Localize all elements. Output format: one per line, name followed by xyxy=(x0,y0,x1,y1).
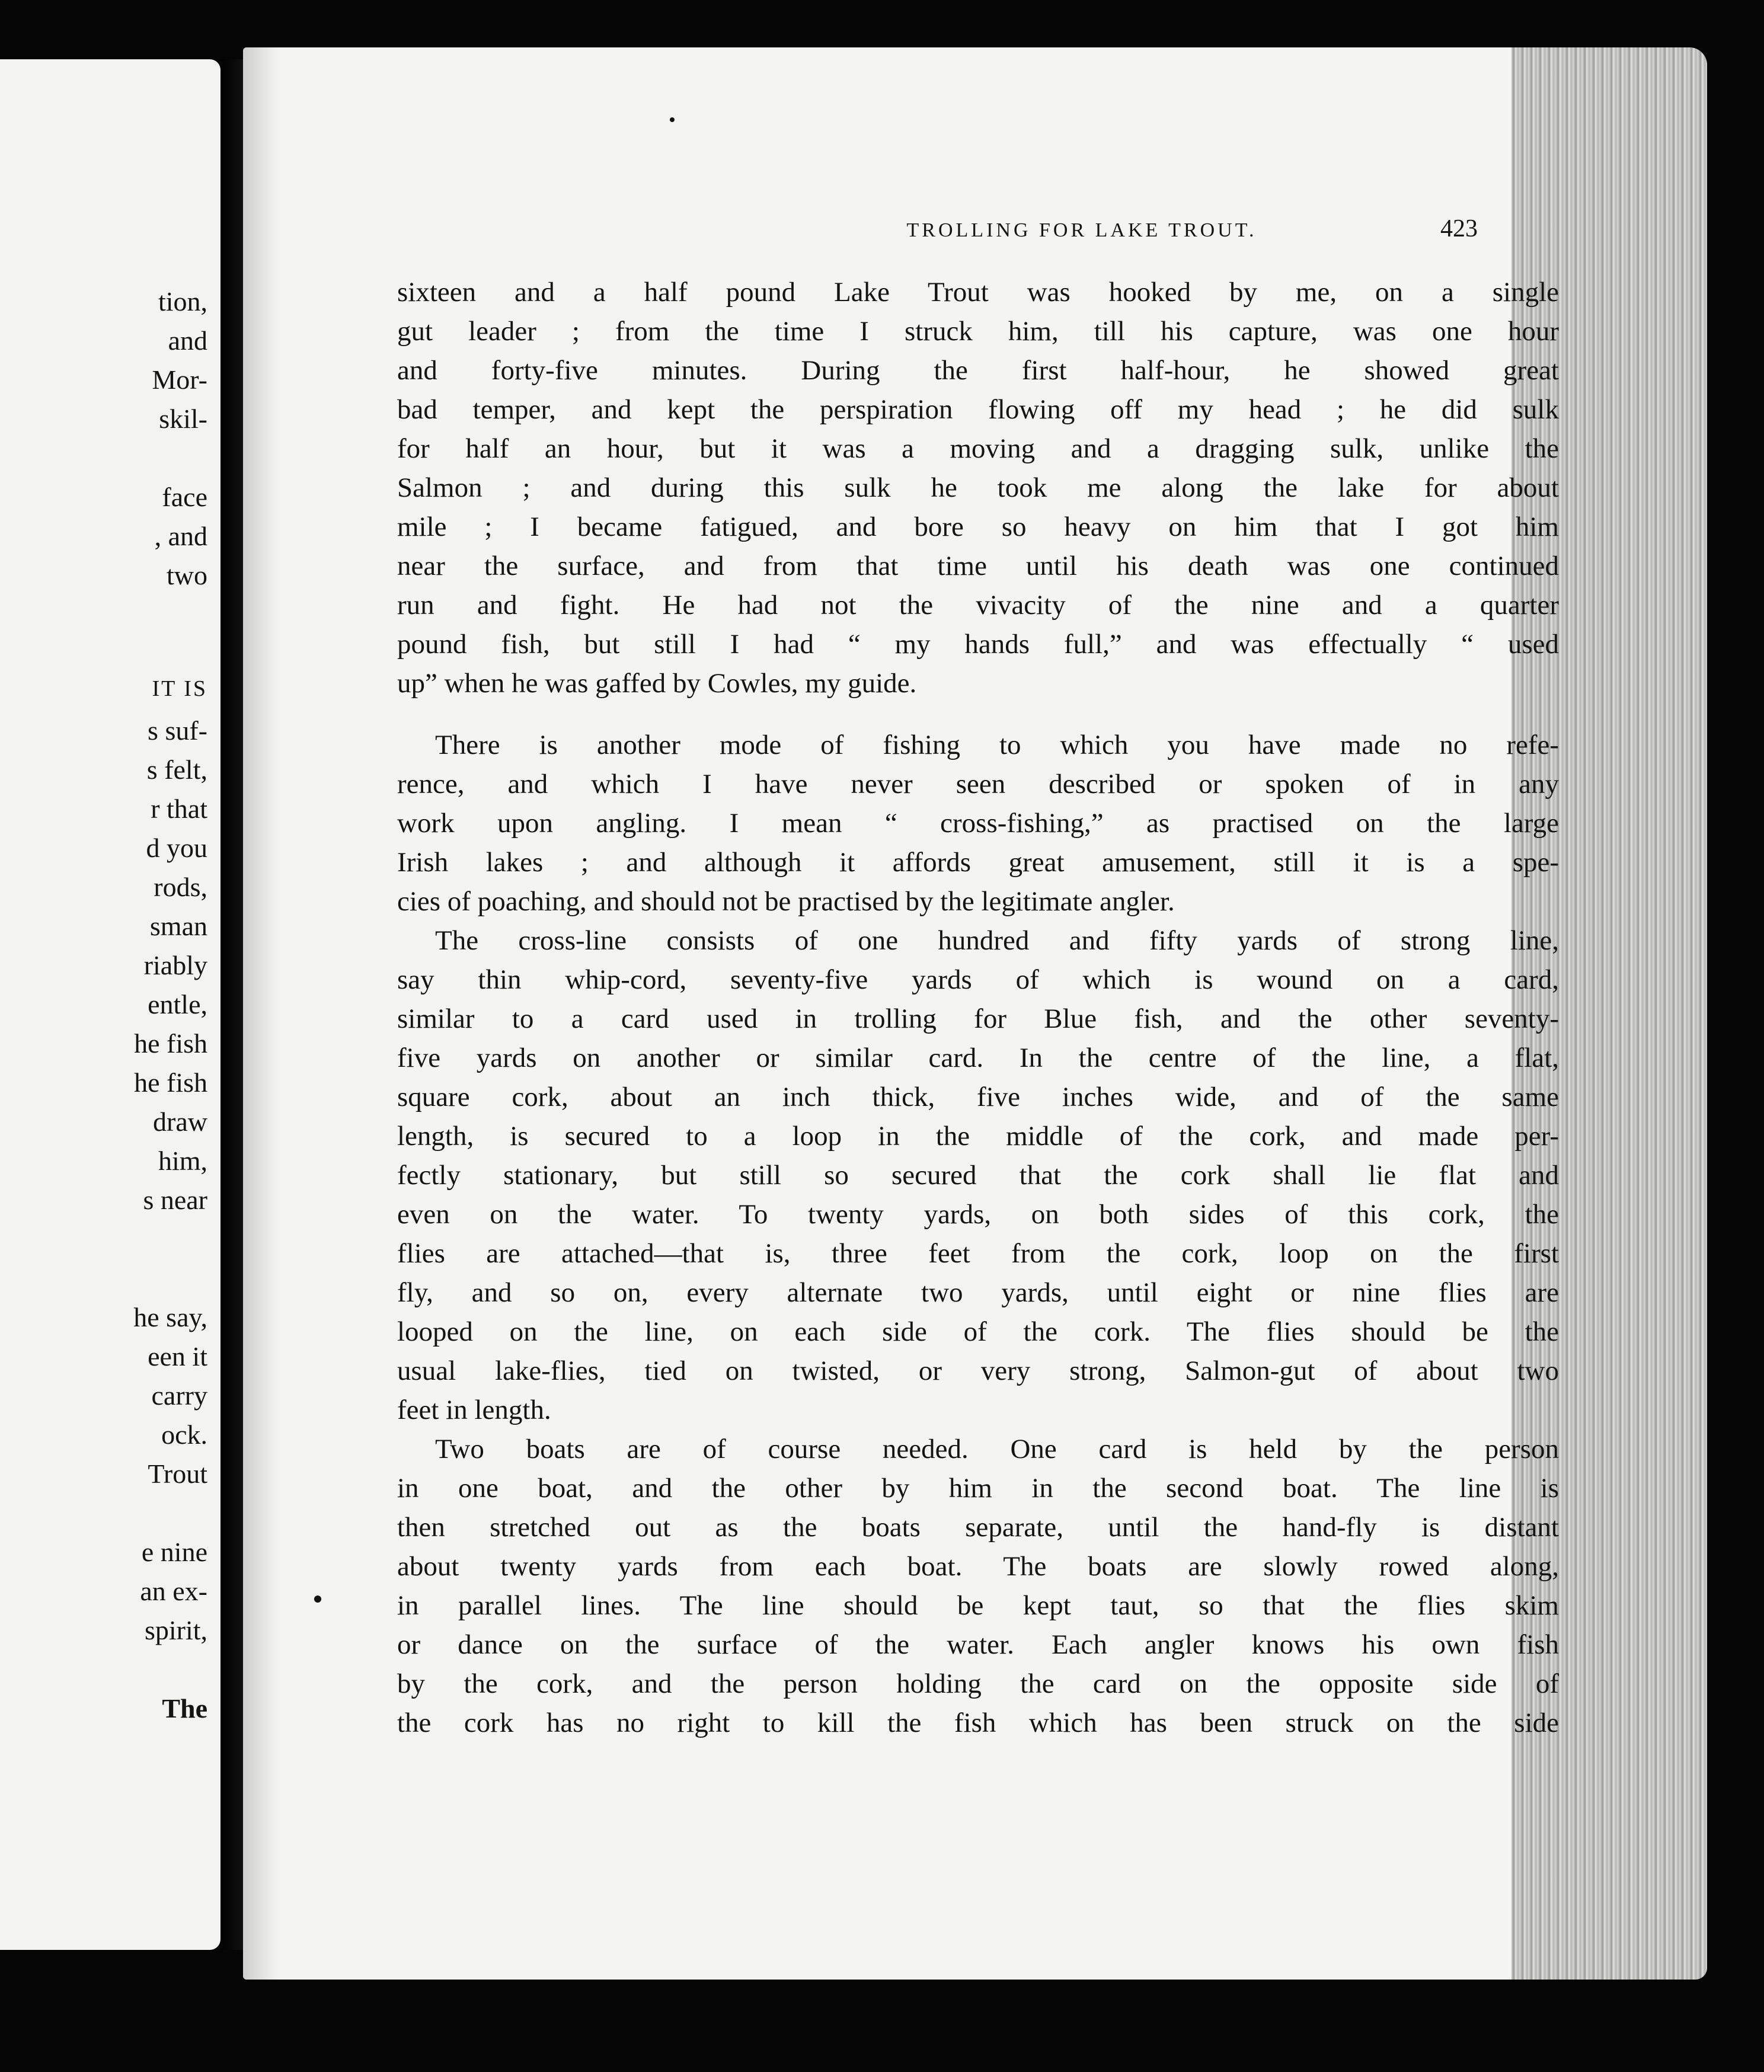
left-page-text-fragment: The xyxy=(162,1693,207,1724)
text-line: for half an hour, but it was a moving and a dragging sulk, unlike the xyxy=(397,433,1559,464)
left-page xyxy=(0,59,220,1950)
text-line: pound fish, but still I had “ my hands full,” and was effectually “ used xyxy=(397,629,1559,660)
left-page-text-fragment: he fish xyxy=(134,1028,207,1059)
ink-speck xyxy=(314,1595,321,1603)
text-line: Irish lakes ; and although it affords great amusement, still it is a spe- xyxy=(397,847,1559,878)
left-page-text-fragment: face xyxy=(162,482,207,512)
text-line: by the cork, and the person holding the card on the opposite side of xyxy=(397,1668,1559,1699)
text-line: near the surface, and from that time until his death was one continued xyxy=(397,551,1559,581)
left-page-text-fragment: s near xyxy=(143,1185,207,1215)
text-line: flies are attached—that is, three feet from the cork, loop on the first xyxy=(397,1238,1559,1269)
left-page-text-fragment: entle, xyxy=(148,989,207,1019)
left-page-text-fragment: carry xyxy=(151,1380,207,1411)
left-page-text-fragment: , and xyxy=(154,521,207,551)
left-page-text-fragment: skil- xyxy=(159,404,207,434)
left-page-text-fragment: Mor- xyxy=(152,364,207,395)
text-line: similar to a card used in trolling for Blue fish, and the other seventy- xyxy=(397,1003,1559,1034)
left-page-text-fragment: d you xyxy=(146,833,207,863)
left-page-text-fragment: tion, xyxy=(158,286,207,316)
body-text xyxy=(397,273,1559,1742)
text-line: mile ; I became fatigued, and bore so heavy on him that I got him xyxy=(397,511,1559,542)
left-page-text-fragment: spirit, xyxy=(144,1615,207,1645)
left-page-text-fragment: him, xyxy=(158,1146,207,1176)
running-head: TROLLING FOR LAKE TROUT. xyxy=(906,219,1257,241)
paragraph-2 xyxy=(397,725,1559,921)
text-line: Salmon ; and during this sulk he took me along the lake for about xyxy=(397,472,1559,503)
text-line: in one boat, and the other by him in the second boat. The line is xyxy=(397,1473,1559,1504)
text-line: and forty-five minutes. During the first half-hour, he showed great xyxy=(397,355,1559,386)
right-page xyxy=(243,47,1707,1980)
left-page-text-fragment: and xyxy=(168,325,207,356)
text-line: then stretched out as the boats separate, until the hand-fly is distant xyxy=(397,1512,1559,1543)
left-page-text-fragment: s suf- xyxy=(148,715,207,746)
left-page-text-fragment: he fish xyxy=(134,1067,207,1098)
left-page-text-fragment: he say, xyxy=(133,1302,207,1332)
left-page-text-fragment: IT IS xyxy=(152,676,207,701)
text-line: gut leader ; from the time I struck him, till his capture, was one hour xyxy=(397,316,1559,347)
left-page-text-fragment: ock. xyxy=(161,1419,207,1450)
text-line: length, is secured to a loop in the middle of the cork, and made per- xyxy=(397,1121,1559,1152)
book-gutter xyxy=(220,59,244,1950)
left-page-text-fragment: an ex- xyxy=(140,1576,207,1606)
text-line: rence, and which I have never seen described or spoken of in any xyxy=(397,769,1559,800)
left-page-text-fragment: sman xyxy=(149,911,207,941)
text-line: There is another mode of fishing to which you have made no refe- xyxy=(435,730,1559,760)
text-line: sixteen and a half pound Lake Trout was hooked by me, on a single xyxy=(397,277,1559,308)
text-line: Two boats are of course needed. One card is held by the person xyxy=(435,1434,1559,1465)
text-line: feet in length. xyxy=(397,1395,551,1425)
text-line: even on the water. To twenty yards, on both sides of this cork, the xyxy=(397,1199,1559,1230)
text-line: looped on the line, on each side of the cork. The flies should be the xyxy=(397,1316,1559,1347)
text-line: run and fight. He had not the vivacity of the nine and a quarter xyxy=(397,590,1559,621)
text-line: the cork has no right to kill the fish which has been struck on the side xyxy=(397,1708,1559,1738)
text-line: or dance on the surface of the water. Each angler knows his own fish xyxy=(397,1629,1559,1660)
text-line: about twenty yards from each boat. The boats are slowly rowed along, xyxy=(397,1551,1559,1582)
page-number: 423 xyxy=(1440,215,1478,242)
text-line: bad temper, and kept the perspiration flowing off my head ; he did sulk xyxy=(397,394,1559,425)
paragraph-1 xyxy=(397,273,1559,703)
left-page-text-fragment: Trout xyxy=(148,1459,207,1489)
left-page-text-fragment: rods, xyxy=(154,872,207,902)
text-line: usual lake-flies, tied on twisted, or very strong, Salmon-gut of about two xyxy=(397,1355,1559,1386)
paragraph-3 xyxy=(397,921,1559,1430)
left-page-text-fragment: e nine xyxy=(141,1537,207,1567)
text-line: fly, and so on, every alternate two yards, until eight or nine flies are xyxy=(397,1277,1559,1308)
text-line: say thin whip-cord, seventy-five yards of which is wound on a card, xyxy=(397,964,1559,995)
left-page-text-fragment: een it xyxy=(148,1341,207,1371)
left-page-text-fragment: two xyxy=(167,560,207,590)
paragraph-4 xyxy=(397,1430,1559,1742)
text-line: in parallel lines. The line should be kept taut, so that the flies skim xyxy=(397,1590,1559,1621)
left-page-text-fragment: s felt, xyxy=(146,754,207,785)
left-page-text-fragment: riably xyxy=(143,950,207,980)
text-line: fectly stationary, but still so secured that the cork shall lie flat and xyxy=(397,1160,1559,1191)
text-line: five yards on another or similar card. In the centre of the line, a flat, xyxy=(397,1043,1559,1073)
text-line: work upon angling. I mean “ cross-fishing,” as practised on the large xyxy=(397,808,1559,839)
text-line: up” when he was gaffed by Cowles, my guide. xyxy=(397,668,917,699)
text-line: cies of poaching, and should not be practised by the legitimate angler. xyxy=(397,886,1175,917)
text-line: square cork, about an inch thick, five inches wide, and of the same xyxy=(397,1082,1559,1112)
left-page-text-fragment: r that xyxy=(151,794,207,824)
left-page-text-fragment: draw xyxy=(153,1107,207,1137)
ink-speck xyxy=(670,117,675,122)
text-line: The cross-line consists of one hundred and fifty yards of strong line, xyxy=(435,925,1559,956)
page-gutter-shadow xyxy=(243,47,279,1980)
